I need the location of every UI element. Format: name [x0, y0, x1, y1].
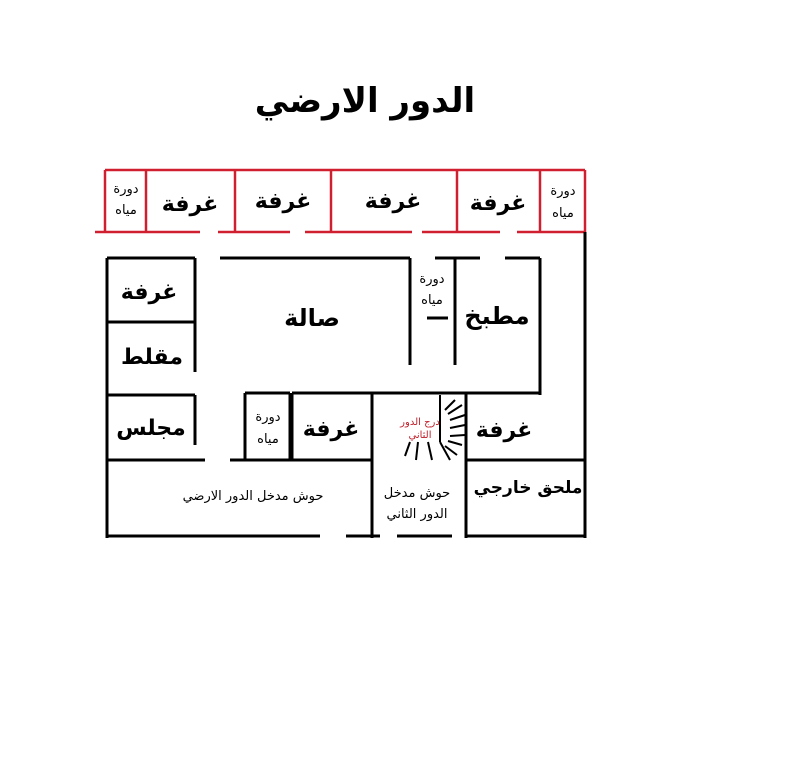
stair-label: الثاني [408, 430, 432, 441]
room-label: دورة [550, 184, 576, 199]
room-label: مجلس [116, 416, 186, 441]
room-label: الدور الثاني [386, 507, 448, 522]
room-label: مياه [257, 432, 279, 447]
room-label: دورة [419, 272, 445, 287]
room-label: غرفة [469, 191, 527, 216]
room-label: مياه [421, 293, 443, 308]
room-label: ملحق خارجي [473, 478, 583, 498]
room-label: حوش مدخل الدور الارضي [182, 489, 324, 504]
room-label: مياه [115, 203, 137, 218]
room-label: غرفة [364, 189, 422, 214]
room-label: حوش مدخل [383, 486, 451, 501]
plan-title: الدور الارضي [254, 81, 476, 121]
room-label: مطبخ [464, 302, 530, 330]
room-label: دورة [113, 182, 139, 197]
room-label: غرفة [475, 418, 533, 443]
room-label: غرفة [254, 189, 312, 214]
room-label: غرفة [120, 280, 178, 305]
room-label: غرفة [302, 417, 360, 442]
stair-label: درج الدور [400, 417, 440, 428]
room-label: غرفة [161, 192, 219, 217]
room-label: مقلط [121, 345, 183, 370]
room-label: صالة [284, 304, 340, 332]
room-label: دورة [255, 410, 281, 425]
room-label: مياه [552, 206, 574, 221]
